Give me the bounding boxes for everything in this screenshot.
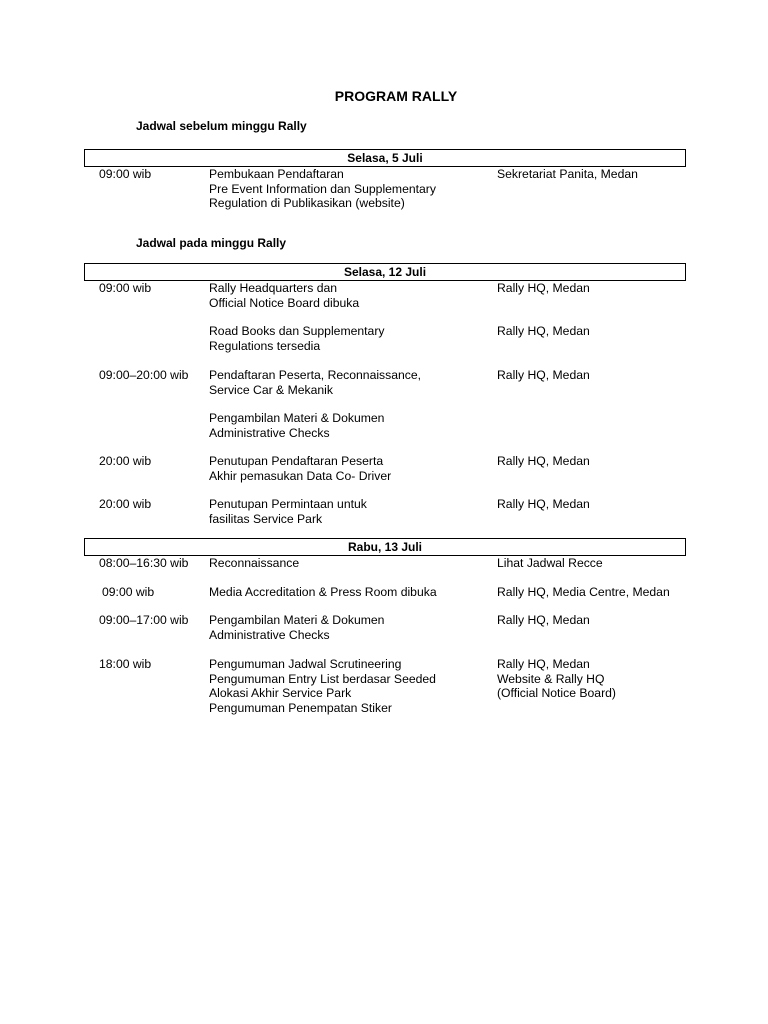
row-location — [497, 454, 590, 469]
row-location — [497, 324, 590, 339]
row-time: 08:00–16:30 wib — [99, 556, 189, 570]
row-location — [497, 368, 590, 383]
row-activity — [209, 281, 359, 310]
location-line: (Official Notice Board) — [497, 686, 616, 701]
activity-line: Pendaftaran Peserta, Reconnaissance, — [209, 368, 422, 382]
day-header-selasa-12: Selasa, 12 Juli — [84, 263, 686, 281]
location-line: Rally HQ, Medan — [497, 368, 590, 382]
activity-line: Pengumuman Penempatan Stiker — [209, 700, 392, 715]
row-location — [497, 167, 638, 182]
day-header-selasa-5: Selasa, 5 Juli — [84, 149, 686, 167]
row-activity — [209, 167, 436, 211]
row-time: 18:00 wib — [99, 657, 152, 671]
activity-line: Pembukaan Pendaftaran — [209, 167, 344, 181]
row-location — [497, 556, 603, 571]
activity-line: Penutupan Permintaan untuk — [209, 497, 367, 511]
activity-line: Pengambilan Materi & Dokumen — [209, 411, 385, 425]
activity-line: Road Books dan Supplementary — [209, 324, 385, 338]
activity-line: Reconnaissance — [209, 556, 300, 570]
activity-line: Alokasi Akhir Service Park — [209, 686, 352, 701]
row-location — [497, 613, 590, 628]
row-location — [497, 585, 670, 600]
row-location — [497, 497, 590, 512]
activity-line: Administrative Checks — [209, 627, 330, 642]
row-activity — [209, 324, 384, 353]
location-line: Rally HQ, Medan — [497, 613, 590, 627]
location-line: Rally HQ, Medan — [497, 497, 590, 511]
row-activity — [209, 556, 299, 571]
row-activity — [209, 411, 384, 440]
row-location — [497, 281, 590, 296]
location-line: Lihat Jadwal Recce — [497, 556, 603, 570]
row-time: 09:00–20:00 wib — [99, 368, 189, 382]
location-line: Rally HQ, Medan — [497, 281, 590, 295]
row-activity — [209, 497, 367, 526]
activity-line: Service Car & Mekanik — [209, 382, 333, 397]
activity-line: Pre Event Information dan Supplementary — [209, 181, 436, 196]
activity-line: Administrative Checks — [209, 425, 330, 440]
activity-line: Rally Headquarters dan — [209, 281, 338, 295]
row-location — [497, 657, 616, 701]
location-line: Rally HQ, Medan — [497, 454, 590, 468]
location-line: Rally HQ, Medan — [497, 657, 590, 671]
row-activity — [209, 368, 421, 397]
activity-line: Regulations tersedia — [209, 338, 321, 353]
section-heading-during: Jadwal pada minggu Rally — [136, 236, 287, 250]
row-activity — [209, 613, 384, 642]
section-heading-before: Jadwal sebelum minggu Rally — [136, 119, 307, 133]
page-title: PROGRAM RALLY — [334, 88, 458, 104]
row-time: 09:00 wib — [102, 585, 155, 599]
row-activity — [209, 454, 391, 483]
row-time: 20:00 wib — [99, 454, 152, 468]
row-time: 20:00 wib — [99, 497, 152, 511]
row-activity — [209, 585, 437, 600]
activity-line: Akhir pemasukan Data Co- Driver — [209, 468, 392, 483]
row-time: 09:00–17:00 wib — [99, 613, 189, 627]
activity-line: Pengumuman Entry List berdasar Seeded — [209, 671, 436, 686]
activity-line: Regulation di Publikasikan (website) — [209, 196, 405, 211]
row-time: 09:00 wib — [99, 167, 152, 181]
activity-line: Pengambilan Materi & Dokumen — [209, 613, 385, 627]
row-time: 09:00 wib — [99, 281, 152, 295]
activity-line: Pengumuman Jadwal Scrutineering — [209, 657, 402, 671]
activity-line: Official Notice Board dibuka — [209, 295, 360, 310]
location-line: Website & Rally HQ — [497, 671, 605, 686]
day-header-rabu-13: Rabu, 13 Juli — [84, 538, 686, 556]
location-line: Rally HQ, Medan — [497, 324, 590, 338]
location-line: Sekretariat Panita, Medan — [497, 167, 638, 181]
activity-line: Penutupan Pendaftaran Peserta — [209, 454, 384, 468]
location-line: Rally HQ, Media Centre, Medan — [497, 585, 670, 599]
row-activity — [209, 657, 436, 715]
activity-line: fasilitas Service Park — [209, 511, 323, 526]
activity-line: Media Accreditation & Press Room dibuka — [209, 585, 437, 599]
